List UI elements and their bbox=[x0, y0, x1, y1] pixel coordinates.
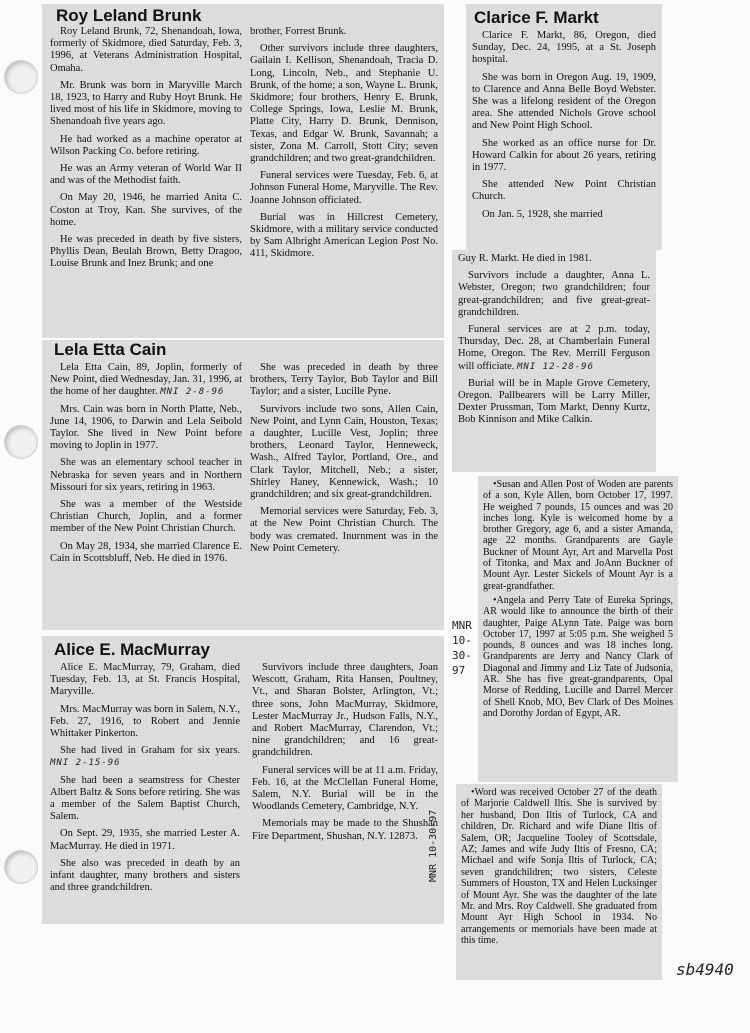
macmurray-paragraph: Mrs. MacMurray was born in Salem, N.Y., Feb. 27, 1916, to Robert and Jennie Whittaker Pinkerton. bbox=[50, 703, 240, 740]
handwritten-date-markt: MNI 12-28-96 bbox=[517, 361, 595, 372]
cain-paragraph: She was a member of the Westside Christian Church, Joplin, and a former member of the New Point Christian Church. bbox=[50, 499, 242, 535]
brunk-paragraph: He had worked as a machine operator at Wilson Packing Co. before retiring. bbox=[50, 133, 242, 157]
markt-paragraph: On Jan. 5, 1928, she married bbox=[482, 208, 603, 220]
note-line: 97 bbox=[452, 664, 466, 677]
birth-announcement-post: •Susan and Allen Post of Woden are parents of a son, Kyle Allen, born October 17, 1997. He weighed 7 pounds, 15 ounces and was 20 inches long. Kyle is welcomed home by a brother Gregory, age 6, and a sister Amanda, age 22 months. Grandparents are Gayle Buckner of Mount Ayr, Art and Marvella Post of Titonka, and Max and JoAnn Buckner of Mount Ayr. Lester Sickels of Mount Ayr is a great-grandfather. bbox=[483, 479, 673, 592]
obituary-title-cain: Lela Etta Cain bbox=[54, 340, 167, 359]
handwritten-date-macmurray: MNI 2-15-96 bbox=[50, 758, 121, 769]
iltis-paragraph: •Word was received October 27 of the death of Marjorie Caldwell Iltis. She is survived by her husband, Don Iltis of Turlock, CA and children, Dr. Richard and wife Diane Iltis of Salem, OR; Jacqueline Tooley of Scottsdale, AZ; James and wife Judy Iltis of Fresno, CA; Michael and wife Sonja Iltis of Turlock, CA; seven grandchildren; two sisters, Celeste Summers of Houston, TX and Helen Lucksinger of Mount Ayr. She was the daughter of the late Mr. and Mrs. Roy Caldwell. She graduated from Mount Ayr High School in 1934. No arrangements or memorials have been made at this time. bbox=[461, 787, 657, 947]
binder-hole-bottom bbox=[4, 850, 38, 884]
brunk-paragraph: Roy Leland Brunk, 72, Shenandoah, Iowa, formerly of Skidmore, died Saturday, Feb. 3, 1996, at Veterans Administration Hospital, Omaha. bbox=[50, 26, 242, 74]
brunk-paragraph: Funeral services were Tuesday, Feb. 6, at Johnson Funeral Home, Maryville. The Rev. Joanne Johnson officiated. bbox=[250, 170, 438, 206]
macmurray-paragraph: Memorials may be made to the Shushan Fire Department, Shushan, N.Y. 12873. bbox=[252, 818, 438, 842]
macmurray-paragraph: She also was preceded in death by an infant daughter, many brothers and sisters and three grandchildren. bbox=[50, 857, 240, 894]
note-line: 30- bbox=[452, 649, 472, 662]
brunk-paragraph: Other survivors include three daughters, Gailain I. Kellison, Shenandoah, Tracia D. Long, Lincoln, Neb., and Stephanie U. Brunk, of the home; a son, Wayne L. Brunk, Skidmore; four brothers, Henry E. Brunk, College Springs, Iowa, Leslie M. Brunk, Platte City, Harry D. Brunk, Dennison, Texas, and Edgar W. Brunk, Savannah; a sister, Zona M. Carroll, Stott City; seven grandchildren; and two great-grandchildren. bbox=[250, 43, 438, 165]
markt-paragraph: Burial will be in Maple Grove Cemetery, Oregon. Pallbearers will be Larry Miller, Dexter Prussman, Tom Markt, Denny Kurtz, Bob Kinnison and Mike Calkin. bbox=[458, 377, 650, 426]
brunk-paragraph: He was an Army veteran of World War II and was of the Methodist faith. bbox=[50, 163, 242, 187]
markt-paragraph: Survivors include a daughter, Anna L. Webster, Oregon; two grandchildren; four great-grandchildren; and five great-great-grandchildren. bbox=[458, 270, 650, 318]
clipping-cain bbox=[42, 340, 444, 630]
cain-column-2 bbox=[250, 362, 438, 560]
binder-hole-top bbox=[4, 60, 38, 94]
obituary-title-macmurray: Alice E. MacMurray bbox=[54, 640, 210, 659]
markt-paragraph: Guy R. Markt. He died in 1981. bbox=[458, 253, 592, 264]
iltis-column bbox=[461, 787, 657, 952]
cain-paragraph: She was preceded in death by three brothers, Terry Taylor, Bob Taylor and Bill Taylor; and a sister, Lucille Pyne. bbox=[250, 362, 438, 398]
clipping-iltis bbox=[456, 784, 662, 980]
cain-paragraph: Survivors include two sons, Allen Cain, New Point, and Lynn Cain, Houston, Texas; a daughter, Lucille Vest, Joplin; three brothers, Leonard Taylor, Henneweck, Wash., Alfred Taylor, Portland, Ore., and Clark Taylor, Mitchell, Neb.; a sister, Shirley Haney, Kennewick, Wash.; 10 grandchildren; and six great-grandchildren. bbox=[250, 403, 438, 501]
handwritten-note-births bbox=[452, 618, 472, 678]
markt-paragraph: She attended New Point Christian Church. bbox=[472, 179, 656, 203]
brunk-paragraph: brother, Forrest Brunk. bbox=[250, 26, 347, 37]
macmurray-paragraph: Alice E. MacMurray, 79, Graham, died Tuesday, Feb. 13, at St. Francis Hospital, Maryville. bbox=[50, 662, 240, 698]
obituary-title-markt: Clarice F. Markt bbox=[474, 8, 599, 27]
note-line: MNR bbox=[452, 619, 472, 632]
clipping-macmurray bbox=[42, 636, 444, 924]
markt-paragraph: She was born in Oregon Aug. 19, 1909, to Clarence and Anna Belle Boyd Webster. She was a lifelong resident of the Oregon area. She attended Nichols Grove school and New Point High School. bbox=[472, 71, 656, 132]
brunk-paragraph: He was preceded in death by five sisters, Phyllis Dean, Beulah Brown, Betty Dragoo, Louise Brunk and Inez Brunk; and one bbox=[50, 234, 242, 270]
macmurray-paragraph: On Sept. 29, 1935, she married Lester A. MacMurray. He died in 1971. bbox=[50, 828, 240, 852]
handwritten-note-iltis: MNR 10-30-97 bbox=[428, 809, 439, 882]
markt-column-bottom bbox=[458, 253, 650, 432]
births-column bbox=[483, 479, 673, 724]
brunk-column-1 bbox=[50, 26, 242, 276]
macmurray-graham-text: She had lived in Graham for six years. bbox=[60, 745, 240, 757]
markt-paragraph-funeral bbox=[458, 324, 650, 373]
cain-paragraph: She was an elementary school teacher in Nebraska for seven years and in Northern Missouri for six years, retiring in 1963. bbox=[50, 457, 242, 493]
clipping-markt-top bbox=[466, 4, 662, 250]
clipping-brunk bbox=[42, 4, 444, 338]
markt-paragraph: Clarice F. Markt, 86, Oregon, died Sunday, Dec. 24, 1995, at a St. Joseph hospital. bbox=[472, 30, 656, 66]
macmurray-paragraph: Survivors include three daughters, Joan Wescott, Graham, Rita Hansen, Poultney, Vt., and Sharan Bolster, Arlington, Vt.; three sons, John MacMurray, Skidmore, Lester MacMurray Jr., Hudson Falls, N.Y., and Robert MacMurray, Clarendon, Vt.; nine grandchildren; and 16 great-grandchildren. bbox=[252, 662, 438, 759]
clipping-births bbox=[478, 476, 678, 782]
macmurray-column-2 bbox=[252, 662, 438, 848]
brunk-paragraph: Burial was in Hillcrest Cemetery, Skidmore, with a military service conducted by Sam Albright American Legion Post No. 411, Skidmore. bbox=[250, 211, 438, 260]
brunk-column-2 bbox=[250, 26, 438, 266]
cain-paragraph-1 bbox=[50, 362, 242, 399]
clipping-markt-bottom bbox=[452, 250, 656, 472]
cain-paragraph: Memorial services were Saturday, Feb. 3, at the New Point Christian Church. The body was cremated. Inurnment was in the New Point Cemetery. bbox=[250, 506, 438, 554]
macmurray-column-1 bbox=[50, 662, 240, 899]
brunk-paragraph: Mr. Brunk was born in Maryville March 18, 1923, to Harry and Ruby Hoyt Brunk. He lived most of his life in Skidmore, moving to Shenandoah five years ago. bbox=[50, 79, 242, 128]
cain-column-1 bbox=[50, 362, 242, 570]
cain-first-paragraph: Lela Etta Cain, 89, Joplin, formerly of New Point, died Wednesday, Jan. 31, 1996, at the home of her daughter. bbox=[50, 362, 242, 398]
markt-column-top bbox=[472, 30, 656, 226]
macmurray-paragraph: She had been a seamstress for Chester Albert Baltz & Sons before retiring. She was a member of the Salem Baptist Church, Salem. bbox=[50, 774, 240, 823]
macmurray-paragraph-graham bbox=[50, 745, 240, 769]
markt-paragraph: She worked as an office nurse for Dr. Howard Calkin for about 26 years, retiring in 1977. bbox=[472, 137, 656, 174]
page-tag: sb4940 bbox=[676, 960, 734, 979]
handwritten-date-cain: MNI 2-8-96 bbox=[160, 387, 225, 398]
birth-announcement-tate: •Angela and Perry Tate of Eureka Springs, AR would like to announce the birth of their daughter, Paige ALynn Tate. Paige was born October 17, 1997 at 5:05 p.m. She weighed 5 pounds, 8 ounces and was 18 inches long. Grandparents are Jerry and Nancy Clark of Diagonal and Jimmy and Liz Tate of Judsonia, AR. She has five great-grandparents, Opal Morse of Redding, Lucille and Darrel Mercer of Shell Knob, MO, Bev Clark of Des Moines and Dorothy Jordan of Egypt, AR. bbox=[483, 594, 673, 719]
note-line: 10- bbox=[452, 634, 472, 647]
markt-funeral-text: Funeral services are at 2 p.m. today, Thursday, Dec. 28, at Chamberlain Funeral Home, Oregon. The Rev. Merrill Ferguson will officiate. bbox=[458, 324, 650, 372]
cain-paragraph: Mrs. Cain was born in North Platte, Neb., June 14, 1906, to Darwin and Lela Seibold Taylor. She lived in New Point before moving to Joplin in 1977. bbox=[50, 403, 242, 452]
macmurray-paragraph: Funeral services will be at 11 a.m. Friday, Feb. 16, at the McClellan Funeral Home, Salem, N.Y. Burial will be in the Woodlands Cemetery, Cambridge, N.Y. bbox=[252, 764, 438, 813]
obituary-title-brunk: Roy Leland Brunk bbox=[56, 6, 202, 25]
cain-paragraph: On May 28, 1934, she married Clarence E. Cain in Scottsbluff, Neb. He died in 1976. bbox=[50, 540, 242, 564]
binder-hole-middle bbox=[4, 425, 38, 459]
brunk-paragraph: On May 20, 1946, he married Anita C. Coston at Troy, Kan. She survives, of the home. bbox=[50, 192, 242, 228]
